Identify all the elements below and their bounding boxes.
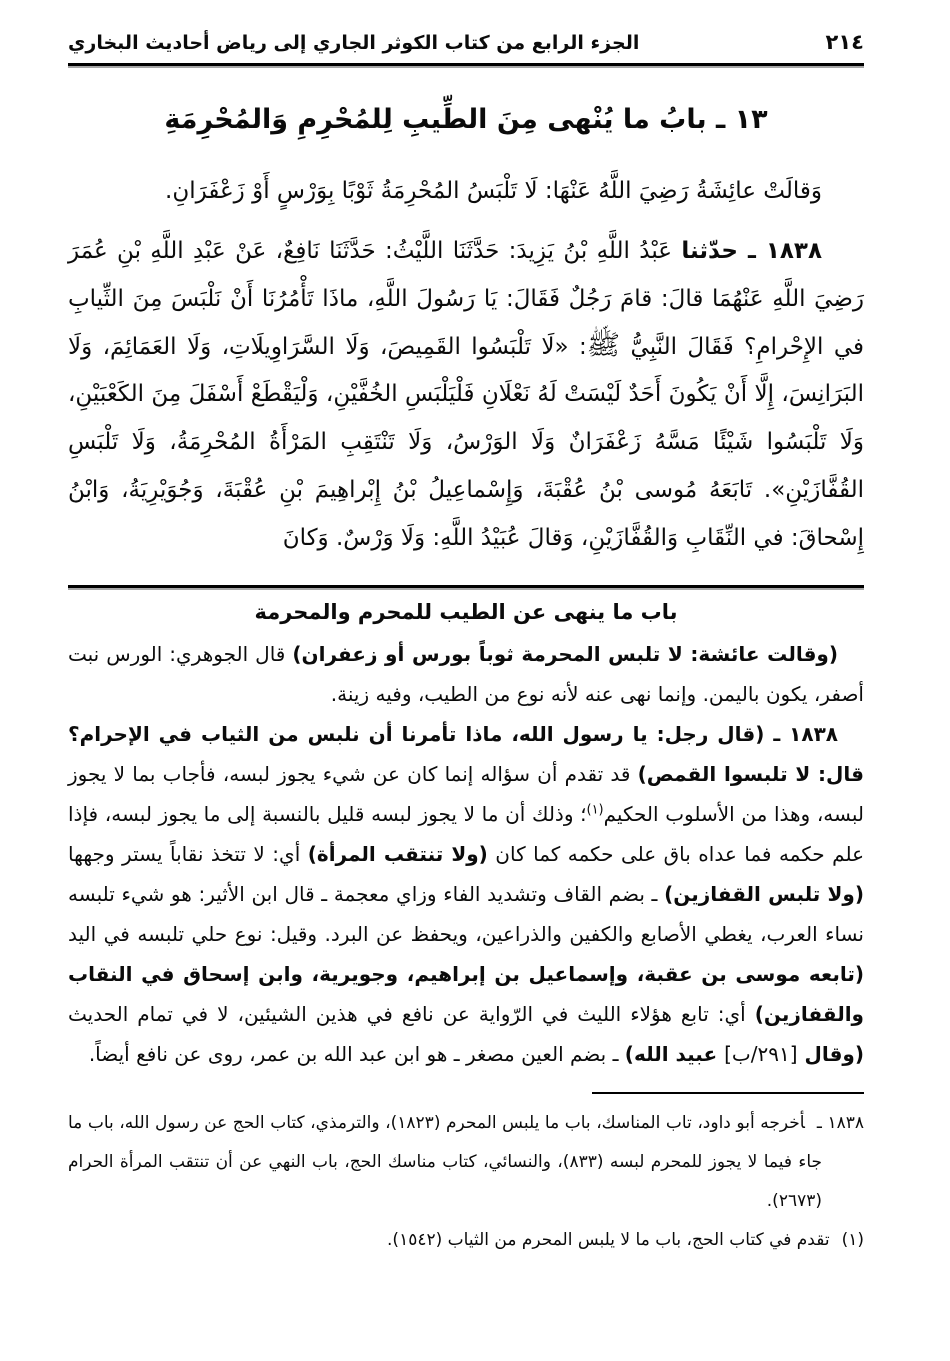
text-segment: عبيد الله)	[624, 1041, 725, 1066]
footnotes-section	[68, 1092, 864, 1260]
saw-symbol: ﷺ	[586, 327, 621, 361]
commentary-paragraph-1	[68, 634, 864, 714]
section-divider	[68, 585, 864, 588]
hadith-section	[68, 92, 864, 563]
commentary-paragraph-2	[68, 714, 864, 1074]
text-segment: (ولا تلبس القفازين)	[664, 881, 865, 906]
text-segment: (تابعه موسى بن عقبة، وإسماعيل بن إبراهيم، وجويرية، وابن إسحاق في النقاب والقفازين)	[68, 961, 864, 1026]
footnote-ref: (١)	[586, 802, 604, 818]
text-segment: أي: لا تتخذ نقاباً يستر وجهها	[68, 841, 308, 866]
hadith-paragraph	[68, 228, 864, 563]
text-segment: [٢٩١/ب]	[724, 1041, 798, 1066]
text-segment: ؛ وذلك أن ما لا يجوز لبسه قليل بالنسبة إلى ما يجوز لبسه، فإذا علم حكمه فما عداه باق على حكمه كما كان	[68, 801, 865, 866]
text-segment: ١٨٣٨ ـ (قال رجل: يا رسول الله، ماذا تأمرنا أن نلبس من الثياب في الإحرام؟ قال: لا تلبسوا القمص)	[68, 721, 864, 786]
chapter-heading: ١٣ ـ بابُ ما يُنْهى مِنَ الطِّيبِ لِلمُحْرِمِ وَالمُحْرِمَةِ	[164, 104, 768, 135]
text-segment: (وقالت عائشة: لا تلبس المحرمة ثوباً بورس أو زعفران)	[292, 641, 839, 666]
aisha-statement: وَقالَتْ عائِشَةُ رَضِيَ اللَّهُ عَنْهَا: لَا تَلْبَسُ المُحْرِمَةُ ثَوْبًا بِوَرْسٍ أَوْ زَعْفَرَانِ.	[165, 178, 822, 205]
text-segment: قد تقدم أن سؤاله إنما كان عن شيء يجوز لبسه، فأجاب بما لا يجوز لبسه، وهذا من الأسلوب الحكيم	[68, 761, 865, 826]
page-number: ٢١٤	[825, 30, 864, 54]
footnote-marker: (١)	[841, 1230, 864, 1251]
footnote-text: تقدم في كتاب الحج، باب ما لا يلبس المحرم من الثياب (١٥٤٢).	[387, 1230, 830, 1251]
header-title: الجزء الرابع من كتاب الكوثر الجاري إلى رياض أحاديث البخاري	[68, 32, 640, 54]
commentary-heading: باب ما ينهى عن الطيب للمحرم والمحرمة	[254, 599, 678, 624]
text-segment: ١٨٣٨ ـ حدّثنا	[681, 237, 822, 264]
header-rule	[68, 63, 864, 66]
text-segment: (ولا تنتقب المرأة)	[307, 841, 488, 866]
commentary-section	[68, 600, 864, 1074]
text-segment: قال الجوهري: الورس نبت أصفر، يكون باليمن. وإنما نهى عنه لأنه نوع من الطيب، وفيه زينة.	[68, 641, 864, 706]
text-segment: أي: تابع هؤلاء الليث في الرّواية عن نافع في هذين الشيئين، لا في تمام الحديث	[68, 1001, 755, 1026]
text-segment: : «لَا تَلْبَسُوا القَمِيصَ، وَلَا السَّرَاوِيلَاتِ، وَلَا العَمَائِمَ، وَلَا البَرَانِسَ، إِلَّا أَنْ يَكُونَ أَحَدٌ لَيْسَتْ لَهُ نَعْلَانِ فَلْيَلْبَسِ الخُفَّيْنِ، وَلْيَقْطَعْ أَسْفَلَ مِنَ الكَعْبَيْنِ، وَلَا تَلْبَسُوا شَيْئًا مَسَّهُ زَعْفَرَانٌ وَلَا الوَرْسُ، وَلَا تَنْتَقِبِ المَرْأَةُ المُحْرِمَةُ، وَلَا تَلْبَسِ القُفَّازَيْنِ». تَابَعَهُ مُوسى بْنُ عُقْبَةَ، وَإِسْماعِيلُ بْنُ إِبْراهِيمَ بْنِ عُقْبَةَ، وَجُوَيْرِيَةُ، وَابْنُ إِسْحاقَ: في النِّقَابِ وَالقُفَّازَيْنِ، وَقالَ عُبَيْدُ اللَّهِ: وَلَا وَرْسٌ. وَكانَ	[68, 333, 864, 551]
text-segment: (وقال	[797, 1041, 864, 1066]
footnote-text: أخرجه أبو داود، تاب المناسك، باب ما يلبس المحرم (١٨٢٣)، والترمذي، كتاب الحج عن رسول الله، باب ما جاء فيما لا يجوز للمحرم لبسه (٨٣٣)، والنسائي، كتاب مناسك الحج، باب النهي عن أن تنتقب المرأة الحرام (٢٦٧٣).	[68, 1112, 823, 1211]
footnote-marker: ١٨٣٨ ـ	[816, 1112, 864, 1133]
text-segment: عَبْدُ اللَّهِ بْنُ يَزِيدَ: حَدَّثَنَا اللَّيْثُ: حَدَّثَنَا نَافِعٌ، عَنْ عَبْدِ اللَّهِ بْنِ عُمَرَ رَضِيَ اللَّهِ عَنْهُمَا قالَ: قامَ رَجُلٌ فَقَالَ: يَا رَسُولَ اللَّهِ، ماذَا تَأْمُرُنَا أَنْ نَلْبَسَ مِنَ الثِّيابِ في الإِحْرامِ؟ فَقَالَ النَّبِيُّ	[68, 237, 864, 360]
text-segment: ـ بضم القاف وتشديد الفاء وزاي معجمة ـ قال ابن الأثير: هو شيء تلبسه نساء العرب، يغطي الأصابع والكفين والذراعين، ويحفظ عن البرد. وقيل: نوع حلي تلبسه في اليد	[68, 881, 864, 946]
footnote-item-1	[68, 1104, 864, 1221]
text-segment: ـ بضم العين مصغر ـ هو ابن عبد الله بن عمر، روى عن نافع أيضاً.	[88, 1041, 625, 1066]
footnote-divider	[592, 1092, 864, 1094]
running-header	[68, 30, 864, 54]
footnote-item-2	[68, 1221, 864, 1260]
